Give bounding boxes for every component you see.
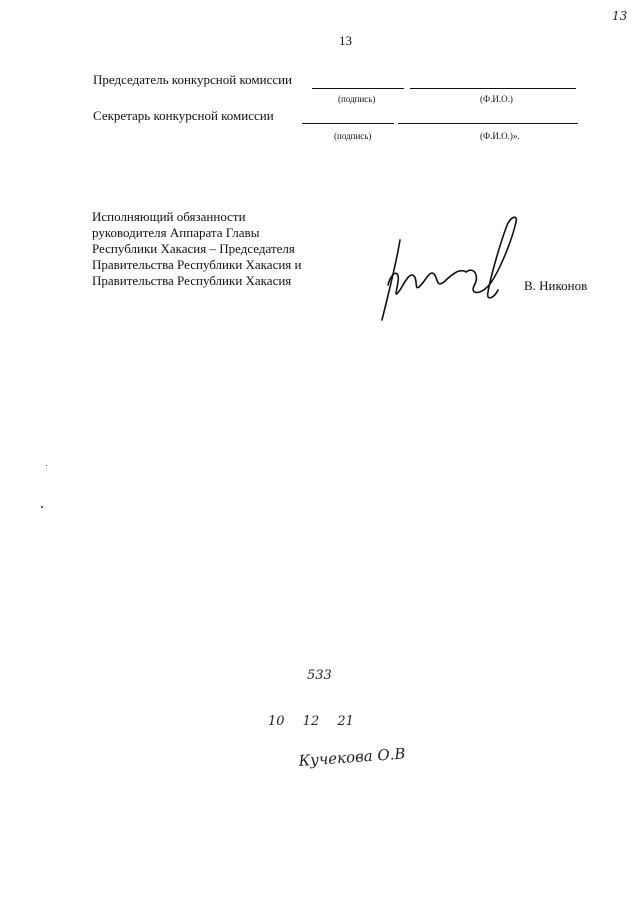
sheet-number-handwritten: 13: [612, 9, 628, 23]
chairman-label: Председатель конкурсной комиссии: [93, 72, 293, 87]
official-title-block: [92, 209, 302, 289]
handwritten-executor-name: Кучекова О.В: [298, 744, 407, 770]
chairman-signature-caption: (подпись): [338, 94, 376, 104]
secretary-signature-caption: (подпись): [334, 131, 372, 141]
official-title-line: Правительства Республики Хакасия и: [92, 257, 302, 272]
official-title-line: Республики Хакасия – Председателя: [92, 241, 295, 256]
handwritten-signature: [370, 210, 530, 330]
signatory-name: В. Никонов: [524, 278, 588, 293]
secretary-name-line: [398, 123, 578, 124]
official-title-line: руководителя Аппарата Главы: [92, 225, 260, 240]
official-title-line: Исполняющий обязанности: [92, 209, 246, 224]
secretary-signature-line: [302, 123, 394, 124]
handwritten-registration-number: 533: [307, 668, 332, 683]
secretary-label: Секретарь конкурсной комиссии: [93, 108, 274, 123]
official-title-line: Правительства Республики Хакасия: [92, 273, 292, 288]
page-number: 13: [339, 33, 352, 48]
handwritten-date: 10 12 21: [268, 714, 354, 729]
chairman-name-line: [410, 88, 576, 89]
chairman-name-caption: (Ф.И.О.): [480, 94, 513, 104]
chairman-signature-line: [312, 88, 404, 89]
secretary-name-caption: (Ф.И.О.)».: [480, 131, 520, 141]
scan-speck: [46, 465, 47, 466]
scan-speck: [41, 506, 43, 508]
